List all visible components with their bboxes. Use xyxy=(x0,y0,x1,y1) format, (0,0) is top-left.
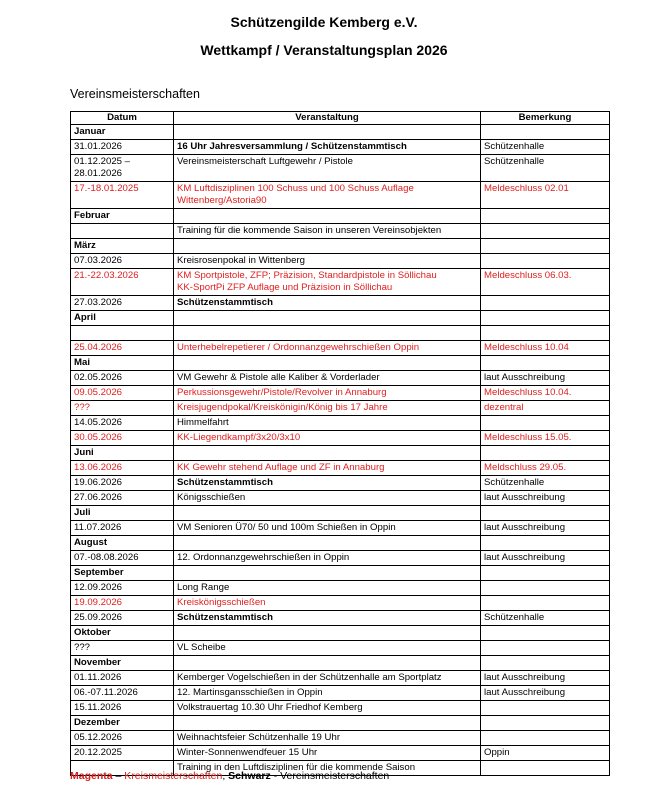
empty-cell xyxy=(481,716,610,731)
date-cell: 27.03.2026 xyxy=(71,296,174,311)
month-row xyxy=(71,311,610,326)
event-cell: Long Range xyxy=(174,581,481,596)
note-cell xyxy=(481,224,610,239)
event-cell: 12. Martinsgansschießen in Oppin xyxy=(174,686,481,701)
date-cell: 07.03.2026 xyxy=(71,254,174,269)
date-cell: 25.04.2026 xyxy=(71,341,174,356)
date-cell: 19.06.2026 xyxy=(71,476,174,491)
date-cell: 12.09.2026 xyxy=(71,581,174,596)
event-cell: 16 Uhr Jahresversammlung / Schützenstammtisch xyxy=(174,140,481,155)
empty-cell xyxy=(174,566,481,581)
note-cell: Meldeschluss 06.03. xyxy=(481,269,610,296)
date-cell: 21.-22.03.2026 xyxy=(71,269,174,296)
event-row xyxy=(71,269,610,296)
column-header-note: Bemerkung xyxy=(481,112,610,125)
date-cell: 02.05.2026 xyxy=(71,371,174,386)
event-cell: Schützenstammtisch xyxy=(174,296,481,311)
event-row xyxy=(71,581,610,596)
event-cell: KK Gewehr stehend Auflage und ZF in Annaburg xyxy=(174,461,481,476)
month-row xyxy=(71,356,610,371)
event-cell: Vereinsmeisterschaft Luftgewehr / Pistole xyxy=(174,155,481,182)
event-cell: Kemberger Vogelschießen in der Schützenhalle am Sportplatz xyxy=(174,671,481,686)
month-row xyxy=(71,626,610,641)
event-cell: KM Luftdisziplinen 100 Schuss und 100 Schuss Auflage Wittenberg/Astoria90 xyxy=(174,182,481,209)
note-cell: Schützenhalle xyxy=(481,155,610,182)
column-header-date: Datum xyxy=(71,112,174,125)
event-cell: Schützenstammtisch xyxy=(174,476,481,491)
note-cell xyxy=(481,581,610,596)
legend-magenta-word: Magenta xyxy=(70,770,113,782)
event-row xyxy=(71,521,610,536)
note-cell: laut Ausschreibung xyxy=(481,521,610,536)
empty-cell xyxy=(481,656,610,671)
note-cell: laut Ausschreibung xyxy=(481,371,610,386)
note-cell xyxy=(481,296,610,311)
empty-cell xyxy=(174,311,481,326)
event-row xyxy=(71,731,610,746)
event-cell: KM Sportpistole, ZFP; Präzision, Standardpistole in Söllichau KK-SportPi ZFP Auflage und Präzision in Söllichau xyxy=(174,269,481,296)
event-row xyxy=(71,326,610,341)
event-cell: 12. Ordonnanzgewehrschießen in Oppin xyxy=(174,551,481,566)
legend-separator: - xyxy=(270,770,281,782)
color-legend xyxy=(70,770,389,782)
date-cell: 01.11.2026 xyxy=(71,671,174,686)
date-cell: 30.05.2026 xyxy=(71,431,174,446)
empty-cell xyxy=(481,626,610,641)
empty-cell xyxy=(481,356,610,371)
legend-comma: , xyxy=(222,770,229,782)
empty-cell xyxy=(481,311,610,326)
date-cell: 19.09.2026 xyxy=(71,596,174,611)
empty-cell xyxy=(481,209,610,224)
date-cell xyxy=(71,224,174,239)
event-row xyxy=(71,254,610,269)
event-cell: Volkstrauertag 10.30 Uhr Friedhof Kemberg xyxy=(174,701,481,716)
month-label: November xyxy=(71,656,174,671)
empty-cell xyxy=(174,125,481,140)
date-cell: 20.12.2025 xyxy=(71,746,174,761)
date-cell: 25.09.2026 xyxy=(71,611,174,626)
date-cell: 15.11.2026 xyxy=(71,701,174,716)
event-row xyxy=(71,641,610,656)
month-label: August xyxy=(71,536,174,551)
note-cell xyxy=(481,701,610,716)
section-heading: Vereinsmeisterschaften xyxy=(70,87,200,101)
note-cell: Meldschluss 29.05. xyxy=(481,461,610,476)
event-cell: VM Senioren Ü70/ 50 und 100m Schießen in Oppin xyxy=(174,521,481,536)
month-label: Juni xyxy=(71,446,174,461)
note-cell xyxy=(481,761,610,776)
month-row xyxy=(71,566,610,581)
event-cell: Schützenstammtisch xyxy=(174,611,481,626)
month-row xyxy=(71,239,610,254)
note-cell: Schützenhalle xyxy=(481,476,610,491)
event-cell: VM Gewehr & Pistole alle Kaliber & Vorderlader xyxy=(174,371,481,386)
month-row xyxy=(71,125,610,140)
event-row xyxy=(71,371,610,386)
empty-cell xyxy=(481,536,610,551)
empty-cell xyxy=(174,239,481,254)
event-cell: Kreiskönigsschießen xyxy=(174,596,481,611)
event-row xyxy=(71,551,610,566)
empty-cell xyxy=(481,446,610,461)
note-cell: laut Ausschreibung xyxy=(481,686,610,701)
month-label: September xyxy=(71,566,174,581)
note-cell: dezentral xyxy=(481,401,610,416)
event-cell: Himmelfahrt xyxy=(174,416,481,431)
event-row xyxy=(71,686,610,701)
note-cell: Oppin xyxy=(481,746,610,761)
legend-separator: – xyxy=(112,770,125,782)
event-row xyxy=(71,140,610,155)
event-cell: Unterhebelrepetierer / Ordonnanzgewehrschießen Oppin xyxy=(174,341,481,356)
empty-cell xyxy=(481,125,610,140)
date-cell xyxy=(71,326,174,341)
event-cell xyxy=(174,326,481,341)
empty-cell xyxy=(174,626,481,641)
event-row xyxy=(71,746,610,761)
date-cell: 11.07.2026 xyxy=(71,521,174,536)
empty-cell xyxy=(174,656,481,671)
month-row xyxy=(71,716,610,731)
event-table xyxy=(70,111,610,776)
event-row xyxy=(71,701,610,716)
date-cell: 01.12.2025 – 28.01.2026 xyxy=(71,155,174,182)
event-row xyxy=(71,341,610,356)
event-row xyxy=(71,476,610,491)
empty-cell xyxy=(481,506,610,521)
month-label: Dezember xyxy=(71,716,174,731)
empty-cell xyxy=(174,356,481,371)
plan-title: Wettkampf / Veranstaltungsplan 2026 xyxy=(200,42,448,58)
legend-black-word: Schwarz xyxy=(228,770,271,782)
date-cell: ??? xyxy=(71,401,174,416)
month-label: April xyxy=(71,311,174,326)
empty-cell xyxy=(481,566,610,581)
column-header-event: Veranstaltung xyxy=(174,112,481,125)
event-row xyxy=(71,296,610,311)
note-cell: Meldeschluss 02.01 xyxy=(481,182,610,209)
note-cell: Schützenhalle xyxy=(481,611,610,626)
date-cell: 07.-08.08.2026 xyxy=(71,551,174,566)
month-label: März xyxy=(71,239,174,254)
event-cell: Training in den Luftdisziplinen für die kommende Saison xyxy=(174,761,481,776)
note-cell: Meldeschluss 10.04 xyxy=(481,341,610,356)
event-cell: Kreisrosenpokal in Wittenberg xyxy=(174,254,481,269)
event-row xyxy=(71,155,610,182)
date-cell: ??? xyxy=(71,641,174,656)
date-cell: 13.06.2026 xyxy=(71,461,174,476)
date-cell: 06.-07.11.2026 xyxy=(71,686,174,701)
note-cell: Schützenhalle xyxy=(481,140,610,155)
note-cell xyxy=(481,596,610,611)
date-cell: 17.-18.01.2025 xyxy=(71,182,174,209)
event-row xyxy=(71,386,610,401)
note-cell xyxy=(481,326,610,341)
note-cell xyxy=(481,731,610,746)
month-row xyxy=(71,209,610,224)
event-cell: Perkussionsgewehr/Pistole/Revolver in Annaburg xyxy=(174,386,481,401)
legend-magenta-meaning: Kreismeisterschaften xyxy=(124,770,223,782)
empty-cell xyxy=(481,239,610,254)
month-row xyxy=(71,656,610,671)
club-name: Schützengilde Kemberg e.V. xyxy=(230,14,418,30)
date-cell: 05.12.2026 xyxy=(71,731,174,746)
note-cell xyxy=(481,641,610,656)
event-cell: Kreisjugendpokal/Kreiskönigin/König bis 17 Jahre xyxy=(174,401,481,416)
table-body xyxy=(71,125,610,776)
empty-cell xyxy=(174,536,481,551)
note-cell: Meldeschluss 10.04. xyxy=(481,386,610,401)
month-label: Juli xyxy=(71,506,174,521)
date-cell: 14.05.2026 xyxy=(71,416,174,431)
month-row xyxy=(71,506,610,521)
note-cell xyxy=(481,416,610,431)
event-row xyxy=(71,461,610,476)
event-cell: Training für die kommende Saison in unseren Vereinsobjekten xyxy=(174,224,481,239)
month-label: Oktober xyxy=(71,626,174,641)
event-cell: VL Scheibe xyxy=(174,641,481,656)
event-row xyxy=(71,431,610,446)
legend-black-meaning: Vereinsmeisterschaften xyxy=(280,770,390,782)
event-cell: Weihnachtsfeier Schützenhalle 19 Uhr xyxy=(174,731,481,746)
event-row xyxy=(71,611,610,626)
note-cell: laut Ausschreibung xyxy=(481,671,610,686)
event-cell: Winter-Sonnenwendfeuer 15 Uhr xyxy=(174,746,481,761)
event-cell: Königsschießen xyxy=(174,491,481,506)
event-row xyxy=(71,182,610,209)
event-row xyxy=(71,416,610,431)
event-row xyxy=(71,401,610,416)
note-cell: laut Ausschreibung xyxy=(481,551,610,566)
event-row xyxy=(71,671,610,686)
date-cell: 27.06.2026 xyxy=(71,491,174,506)
empty-cell xyxy=(174,716,481,731)
month-row xyxy=(71,446,610,461)
month-label: Januar xyxy=(71,125,174,140)
event-row xyxy=(71,596,610,611)
note-cell: laut Ausschreibung xyxy=(481,491,610,506)
empty-cell xyxy=(174,446,481,461)
note-cell xyxy=(481,254,610,269)
event-cell: KK-Liegendkampf/3x20/3x10 xyxy=(174,431,481,446)
event-row xyxy=(71,491,610,506)
month-label: Februar xyxy=(71,209,174,224)
empty-cell xyxy=(174,506,481,521)
empty-cell xyxy=(174,209,481,224)
date-cell: 31.01.2026 xyxy=(71,140,174,155)
note-cell: Meldeschluss 15.05. xyxy=(481,431,610,446)
month-row xyxy=(71,536,610,551)
table-header-row xyxy=(71,112,610,125)
month-label: Mai xyxy=(71,356,174,371)
event-row xyxy=(71,224,610,239)
date-cell: 09.05.2026 xyxy=(71,386,174,401)
